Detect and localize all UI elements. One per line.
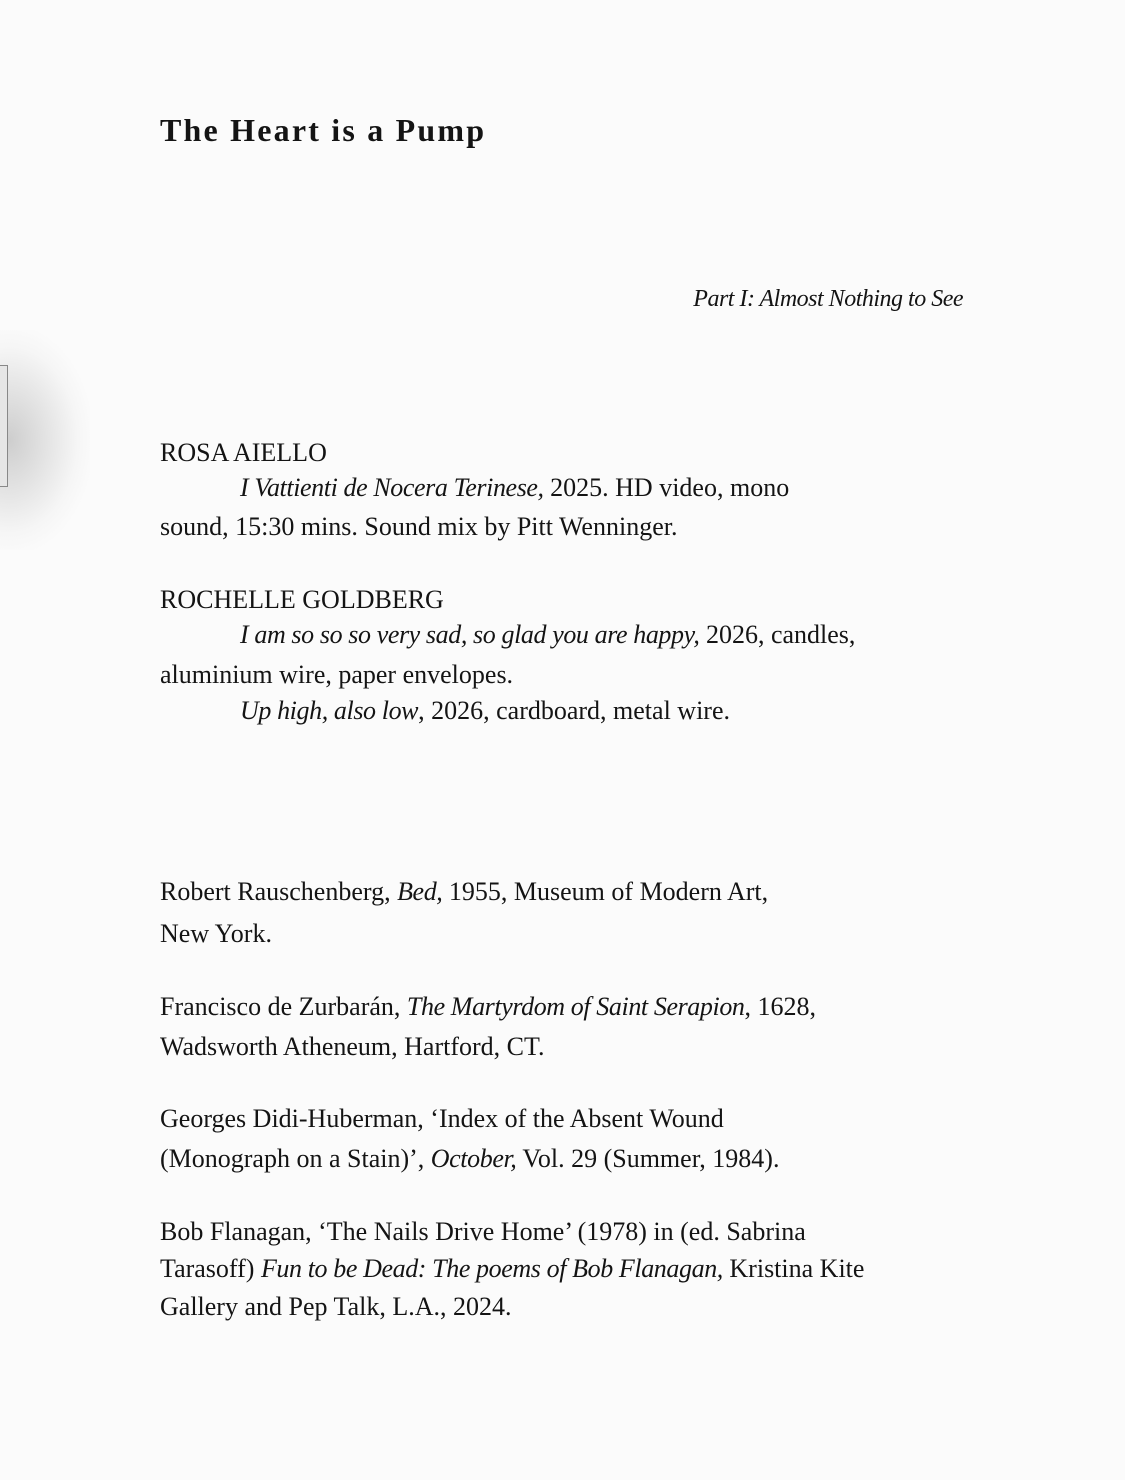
reference-line: Georges Didi-Huberman, ‘Index of the Absent Wound [160,1104,724,1133]
page-subtitle: Part I: Almost Nothing to See [693,286,963,312]
ref-text: Vol. 29 (Summer, 1984). [516,1144,780,1173]
ref-title: Fun to be Dead: The poems of Bob Flanagan, [260,1254,723,1283]
work-line [240,620,855,650]
work-line [240,696,730,726]
work-line: sound, 15:30 mins. Sound mix by Pitt Wenninger. [160,512,678,541]
ref-text: Robert Rauschenberg, [160,877,398,906]
work-line [240,473,789,503]
reference-line [160,992,816,1022]
ref-title: Bed, [397,877,443,906]
ref-text: Francisco de Zurbarán, [160,992,407,1021]
reference-line [160,1254,864,1284]
work-details: 2026, candles, [699,620,856,649]
work-title: I am so so so very sad, so glad you are happy, [240,620,700,649]
binder-tab [0,365,8,487]
ref-text: (Monograph on a Stain)’, [160,1144,431,1173]
work-line: aluminium wire, paper envelopes. [160,660,514,689]
ref-text: Tarasoff) [160,1254,261,1283]
artist-name: ROCHELLE GOLDBERG [160,585,444,614]
ref-title: October, [430,1144,517,1173]
work-details: , 2026, cardboard, metal wire. [418,696,730,725]
work-title: I Vattienti de Nocera Terinese, [240,473,544,502]
reference-line: Wadsworth Atheneum, Hartford, CT. [160,1032,545,1061]
reference-line: Gallery and Pep Talk, L.A., 2024. [160,1292,512,1321]
reference-line [160,877,768,907]
ref-text: 1955, Museum of Modern Art, [442,877,769,906]
reference-line [160,1144,779,1174]
reference-line: New York. [160,919,272,948]
page-shadow [0,330,90,550]
page-title: The Heart is a Pump [160,112,487,148]
artist-name: ROSA AIELLO [160,438,327,467]
work-details: 2025. HD video, mono [543,473,790,502]
work-title: Up high, also low [240,696,419,725]
ref-text: , 1628, [744,992,817,1021]
reference-line: Bob Flanagan, ‘The Nails Drive Home’ (1978) in (ed. Sabrina [160,1217,806,1246]
ref-text: Kristina Kite [722,1254,865,1283]
ref-title: The Martyrdom of Saint Serapion [406,992,745,1021]
